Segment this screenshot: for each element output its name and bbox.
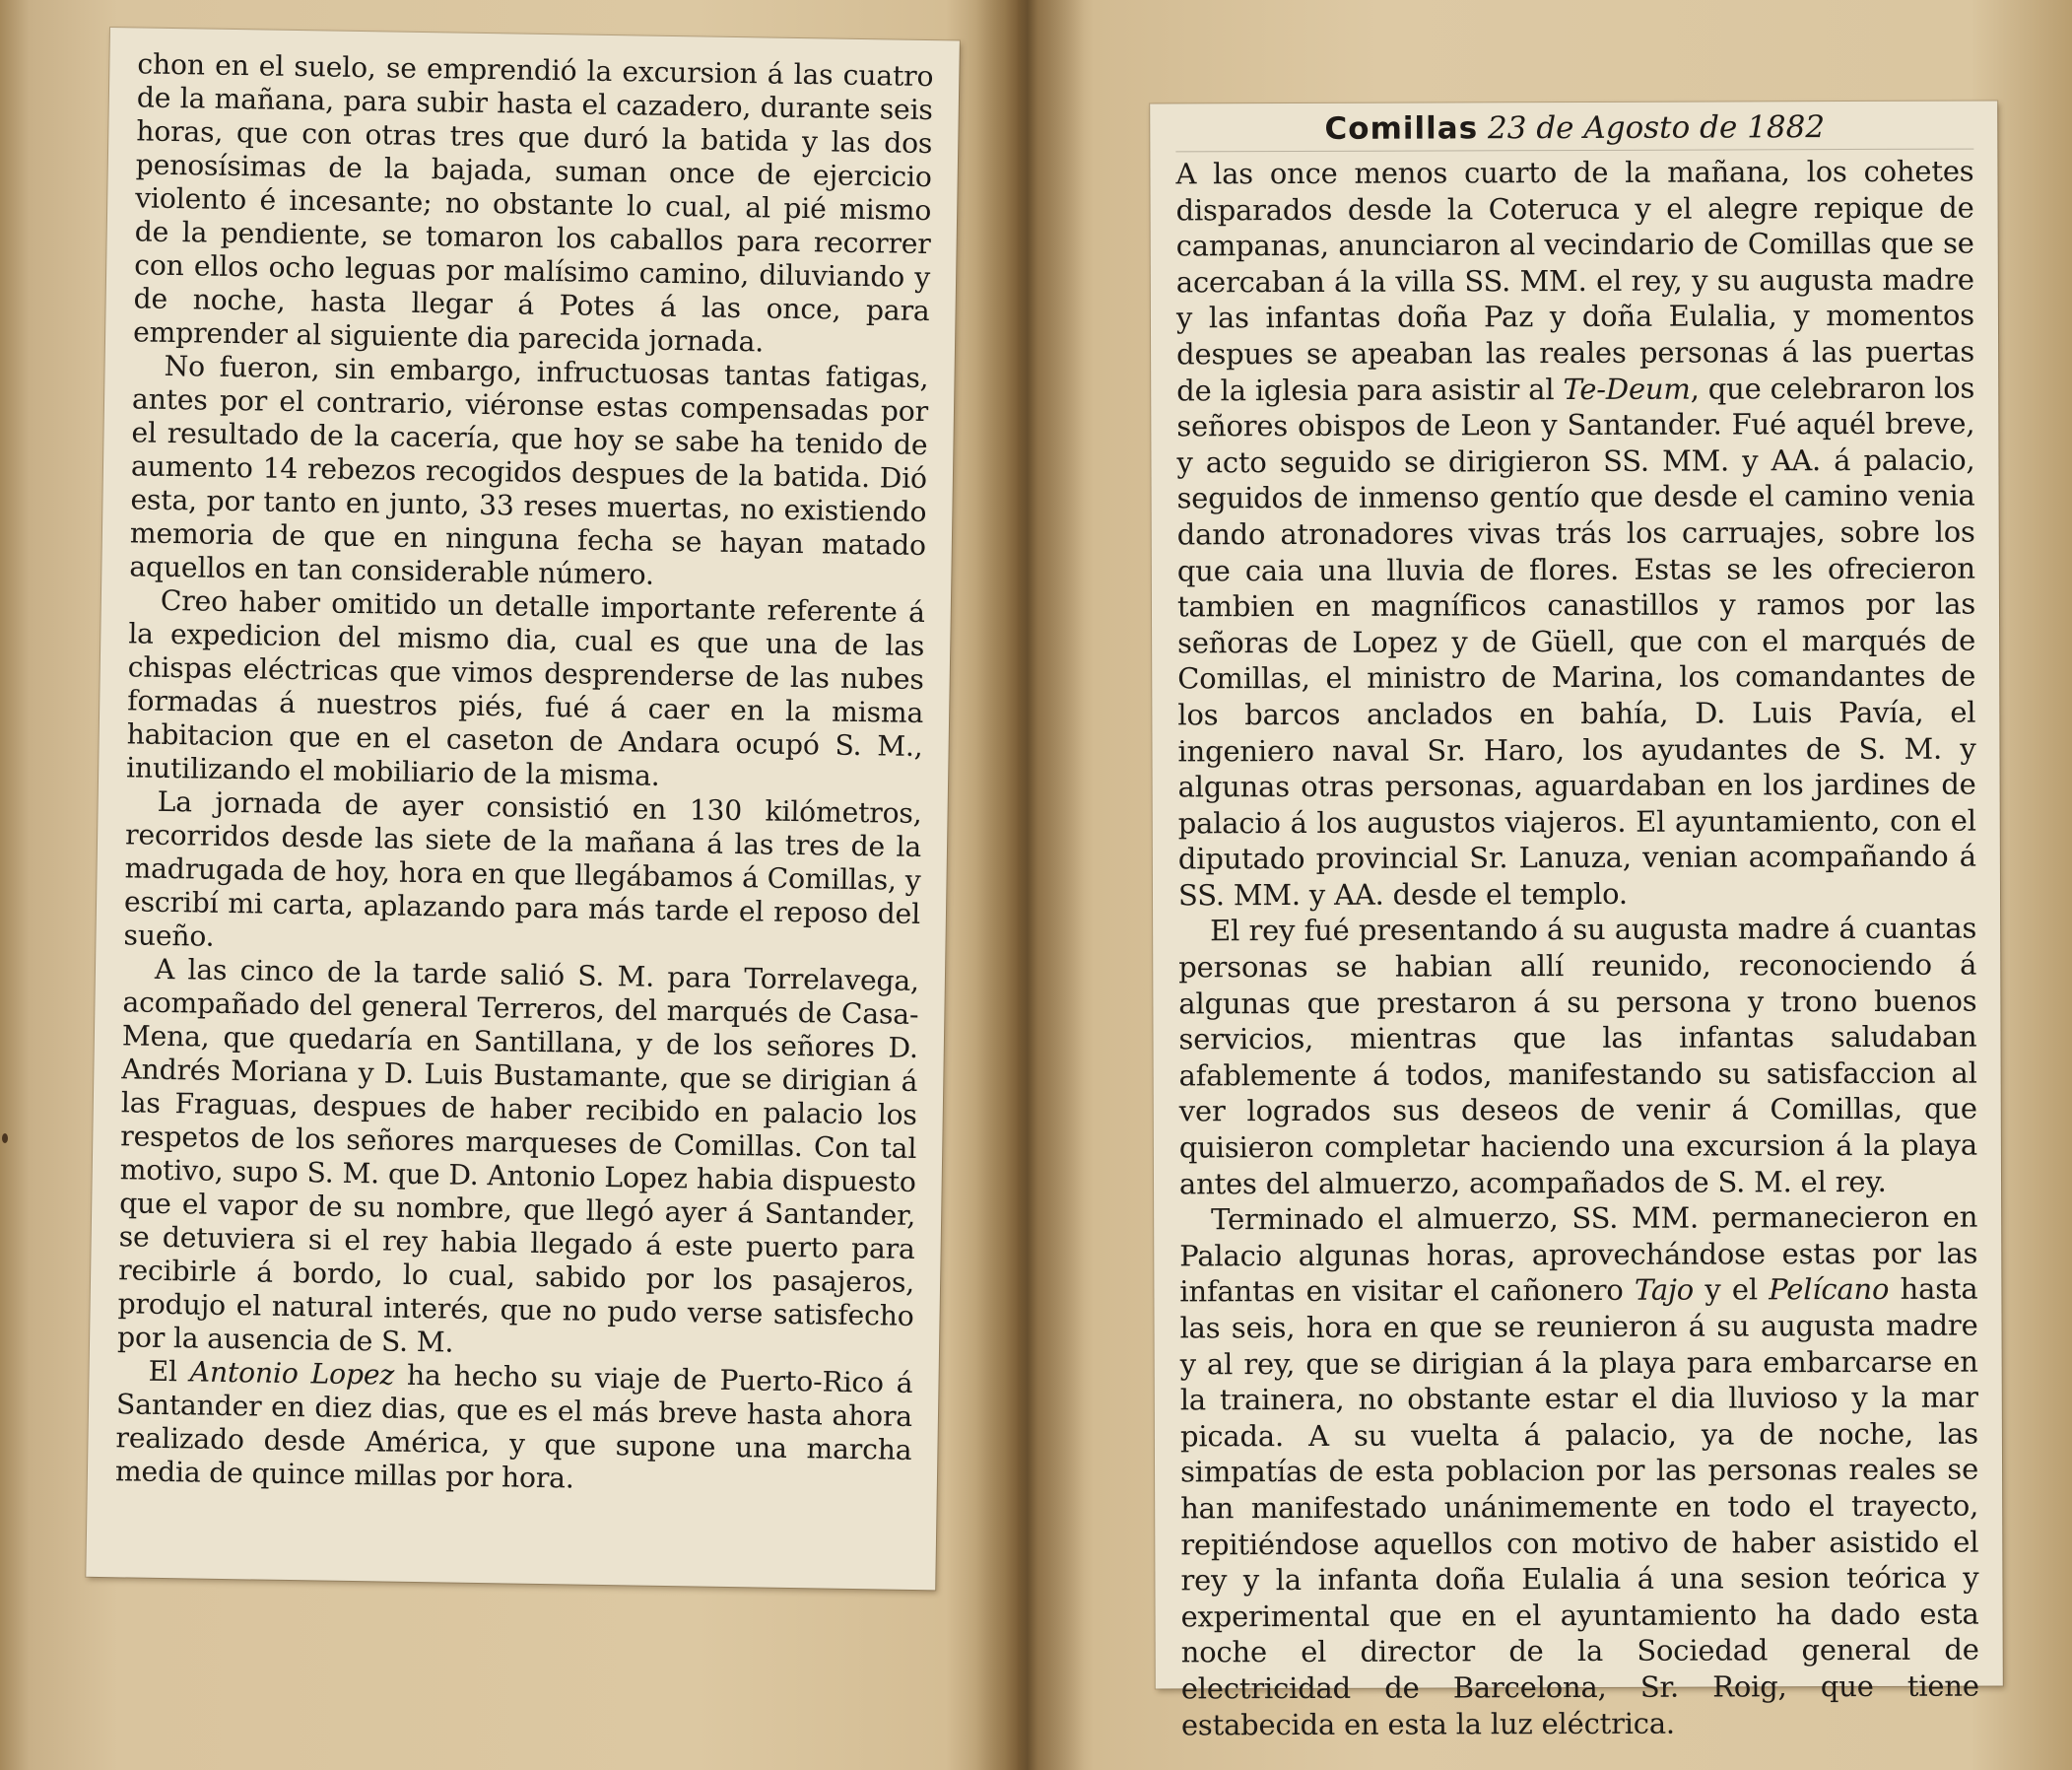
right-paragraph-1-part-2: , que celebraron los señores obispos de Leon y Santander. Fué aquél breve, y acto seguido se dirigieron SS. MM. y AA. á palacio, seguidos de inmenso gentío que desde el camino venia dando atronadores vivas trás los carruajes, sobre los que caia una lluvia de flores. Estas se les ofrecieron tambien en magníficos canastillos y ramos por las señoras de Lopez y de Güell, que con el marqués de Comillas, el ministro de Marina, los comandantes de los barcos anclados en bahía, D. Luis Pavía, el ingeniero naval Sr. Haro, los ayudantes de S. M. y algunas otras personas, aguardaban en los jardines de palacio á los augustos viajeros. El ayuntamiento, con el diputado provincial Sr. Lanuza, venian acompañando á SS. MM. y AA. desde el templo. xyxy=(1176,371,1976,913)
dateline xyxy=(1175,107,1973,153)
right-paragraph-3 xyxy=(1179,1199,1979,1743)
right-paragraph-1 xyxy=(1175,154,1976,914)
left-newspaper-clipping xyxy=(86,28,960,1590)
left-paragraph-4: La jornada de ayer consistió en 130 kilómetros, recorridos desde las siete de la mañana á las tres de la madrugada de hoy, hora en que llegábamos á Comillas, y escribí mi carta, aplazando para más tarde el reposo del sueño. xyxy=(123,784,922,953)
left-paragraph-6-prefix: El xyxy=(148,1354,191,1389)
dateline-date: 23 de Agosto de 1882 xyxy=(1487,109,1826,147)
left-paragraph-2: No fueron, sin embargo, infructuosas tantas fatigas, antes por el contrario, viéronse estas compensadas por el resultado de la cacería, que hoy se sabe ha tenido de aumento 14 rebezos recogidos despues de la batida. Dió esta, por tanto en junto, 33 reses muertas, no existiendo memoria de que en ninguna fecha se hayan matado aquellos en tan considerable número. xyxy=(129,349,929,591)
ship-name-tajo: Tajo xyxy=(1634,1272,1695,1308)
right-newspaper-clipping xyxy=(1150,102,2003,1741)
right-paragraph-3-part-3: hasta las seis, hora en que se reunieron á su augusta madre y al rey, que se dirigian á la playa para embarcarse en la trainera, no obstante estar el dia lluvioso y la mar picada. A su vuelta á palacio, ya de noche, las simpatías de esta poblacion por las personas reales se han manifestado unánimemente en todo el trayecto, repitiéndose aquellos con motivo de haber asistido el rey y la infanta doña Eulalia á una sesion teórica y experimental que en el ayuntamiento ha dado esta noche el director de la Sociedad general de electricidad de Barcelona, Sr. Roig, que tiene estabecida en esta la luz eléctrica. xyxy=(1179,1271,1979,1741)
right-paragraph-2: El rey fué presentando á su augusta madre á cuantas personas se habian allí reunido, reconociendo á algunas que prestaron á su persona y trono buenos servicios, mientras que las infantas saludaban afablemente á todos, manifestando su satisfaccion al ver logrados sus deseos de venir á Comillas, que quisieron completar haciendo una excursion á la playa antes del almuerzo, acompañados de S. M. el rey. xyxy=(1178,912,1977,1201)
left-paragraph-3: Creo haber omitido un detalle importante referente á la expedicion del mismo dia, cual es que una de las chispas eléctricas que vimos desprenderse de las nubes formadas á nuestros piés, fué á caer en la misma habitacion que en el caseton de Andara ocupó S. M., inutilizando el mobiliario de la misma. xyxy=(125,583,926,792)
ship-name-antonio-lopez: Antonio Lopez xyxy=(189,1355,395,1392)
left-paragraph-1: chon en el suelo, se emprendió la excursion á las cuatro de la mañana, para subir hasta el cazadero, durante seis horas, que con otras tres que duró la batida y las dos penosísimas de la bajada, suman once de ejercicio violento é incesante; no obstante lo cual, al pié mismo de la pendiente, se tomaron los caballos para recorrer con ellos ocho leguas por malísimo camino, diluviando y de noche, hasta llegar á Potes á las once, para emprender al siguiente dia parecida jornada. xyxy=(132,47,934,359)
ship-name-pelicano: Pelícano xyxy=(1769,1272,1890,1307)
right-paragraph-3-part-2: y el xyxy=(1693,1272,1770,1307)
right-paragraph-1-part-1: A las once menos cuarto de la mañana, los cohetes disparados desde la Coteruca y el alegre repique de campanas, anunciaron al vecindario de Comillas que se acercaban á la villa SS. MM. el rey, y su augusta madre y las infantas doña Paz y doña Eulalia, y momentos despues se apeaban las reales personas á las puertas de la iglesia para asistir al xyxy=(1175,154,1975,407)
page-edge-mark xyxy=(2,1133,8,1143)
left-paragraph-6 xyxy=(115,1354,913,1501)
right-paragraph-3-part-1: Terminado el almuerzo, SS. MM. permanecieron en Palacio algunas horas, aprovechándose estas por las infantas en visitar el cañonero xyxy=(1179,1199,1978,1309)
dateline-place: Comillas xyxy=(1324,110,1479,147)
left-paragraph-6-suffix: ha hecho su viaje de Puerto-Rico á Santander en diez dias, que es el más breve hasta ahora realizado desde América, y que supone una marcha media de quince millas por hora. xyxy=(114,1358,913,1495)
left-paragraph-5: A las cinco de la tarde salió S. M. para Torrelavega, acompañado del general Terreros, del marqués de Casa-Mena, que quedaría en Santillana, y de los señores D. Andrés Moriana y D. Luis Bustamante, que se dirigian á las Fraguas, despues de haber recibido en palacio los respetos de los señores marqueses de Comillas. Con tal motivo, supo S. M. que D. Antonio Lopez habia dispuesto que el vapor de su nombre, que llegó ayer á Santander, se detuviera si el rey habia llegado á este puerto para recibirle á bordo, lo cual, sabido por los pasajeros, produjo el natural interés, que no pudo verse satisfecho por la ausencia de S. M. xyxy=(116,952,920,1359)
book-gutter xyxy=(975,0,1084,1770)
te-deum-text: Te-Deum xyxy=(1563,372,1691,406)
